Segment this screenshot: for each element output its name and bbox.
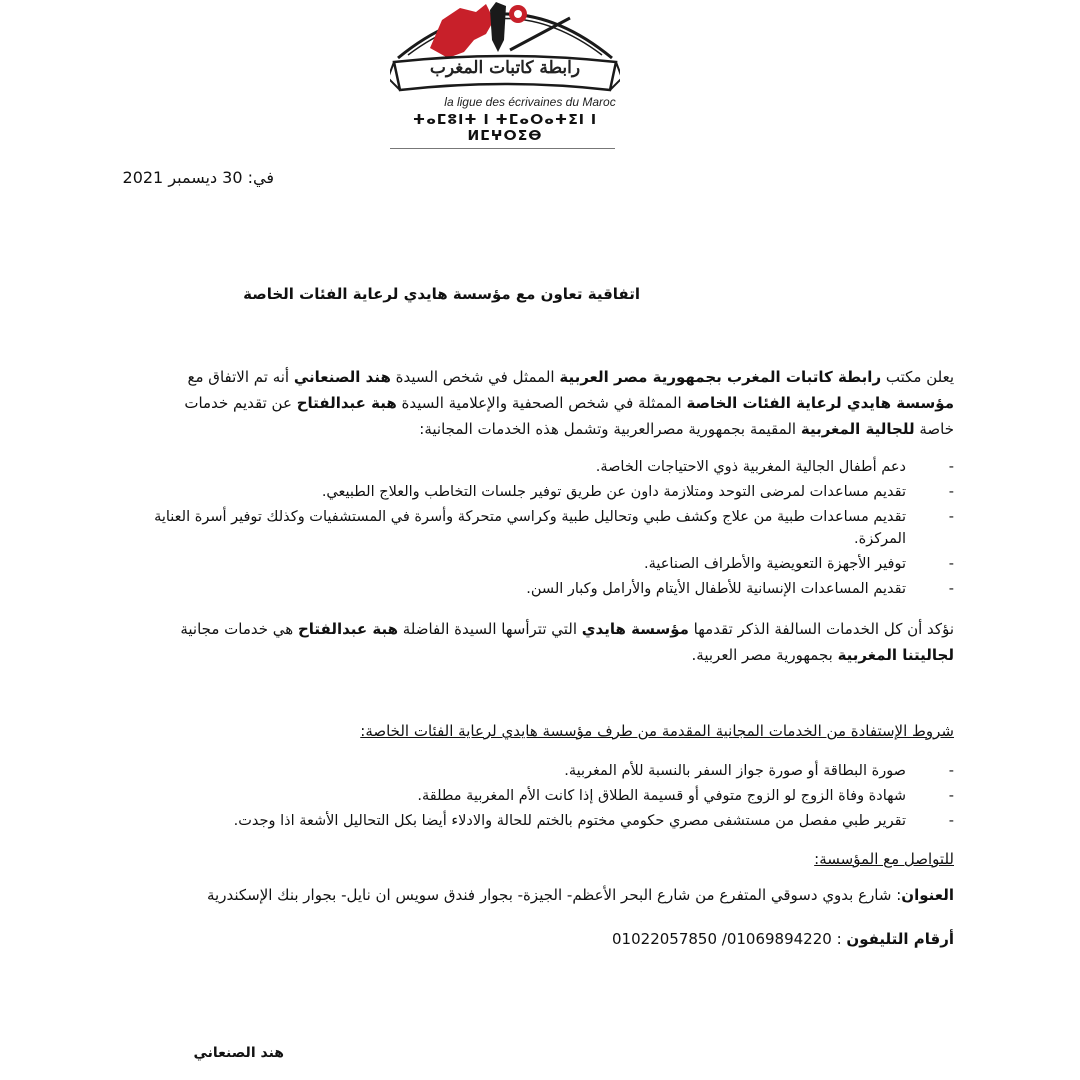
service-text: توفير الأجهزة التعويضية والأطراف الصناعية. xyxy=(643,556,906,572)
condition-text: تقرير طبي مفصل من مستشفى مصري حكومي مختوم بالختم للحالة والادلاء أيضا بكل التحاليل الأشعة اذا وجدت. xyxy=(233,813,906,829)
services-list-container xyxy=(144,456,954,603)
header-divider xyxy=(390,148,615,149)
phones-label: أرقام التليفون xyxy=(846,930,954,948)
intro-bold-foundation: مؤسسة هايدي لرعاية الفئات الخاصة xyxy=(686,394,954,412)
address-value: : شارع بدوي دسوقي المتفرع من شارع البحر الأعظم- الجيزة- بجوار فندق سويس ان نايل- بجوار بنك الإسكندرية xyxy=(206,886,902,904)
service-text: تقديم مساعدات طبية من علاج وكشف طبي وتحاليل طبية وكراسي متحركة وأسرة في المستشفيات وكذلك توفير أسرة العناية المركزة. xyxy=(154,509,906,547)
confirm-bold-community: لجاليتنا المغربية xyxy=(837,646,954,664)
logo-french-text: la ligue des écrivaines du Maroc xyxy=(444,95,616,109)
intro-bold-hind: هند الصنعاني xyxy=(293,368,391,386)
list-item: - توفير الأجهزة التعويضية والأطراف الصناعية. xyxy=(643,556,954,572)
intro-text-6: المقيمة بجمهورية مصرالعربية وتشمل هذه الخدمات المجانية: xyxy=(419,420,801,438)
confirm-text-1: نؤكد أن كل الخدمات السالفة الذكر تقدمها xyxy=(688,620,954,638)
contact-heading: للتواصل مع المؤسسة: xyxy=(814,850,954,868)
service-text: تقديم مساعدات لمرضى التوحد ومتلازمة داون عن طريق توفير جلسات التخاطب والعلاج الطبيعي. xyxy=(321,484,906,500)
intro-text-4: الممثلة في شخص الصحفية والإعلامية السيدة xyxy=(396,394,687,412)
intro-bold-community: للجالية المغربية xyxy=(800,420,915,438)
services-list xyxy=(144,456,954,600)
letter-date: في: 30 ديسمبر 2021 xyxy=(122,168,274,187)
service-text: دعم أطفال الجالية المغربية ذوي الاحتياجات الخاصة. xyxy=(595,459,906,475)
list-item: - تقديم مساعدات لمرضى التوحد ومتلازمة داون عن طريق توفير جلسات التخاطب والعلاج الطبيعي. xyxy=(321,484,954,500)
address-line xyxy=(207,886,954,904)
letter-title: اتفاقية تعاون مع مؤسسة هايدي لرعاية الفئات الخاصة xyxy=(243,285,640,303)
conditions-list xyxy=(144,760,954,832)
list-item: - صورة البطاقة أو صورة جواز السفر بالنسبة للأم المغربية. xyxy=(564,763,954,779)
list-item: - دعم أطفال الجالية المغربية ذوي الاحتياجات الخاصة. xyxy=(595,459,954,475)
league-logo xyxy=(390,0,620,150)
confirm-bold-foundation: مؤسسة هايدي xyxy=(581,620,689,638)
conditions-list-container xyxy=(144,760,954,835)
list-item: - تقديم مساعدات طبية من علاج وكشف طبي وتحاليل طبية وكراسي متحركة وأسرة في المستشفيات وكذلك توفير أسرة العناية المركزة. xyxy=(154,509,954,547)
list-item: - شهادة وفاة الزوج لو الزوج متوفي أو قسيمة الطلاق إذا كانت الأم المغربية مطلقة. xyxy=(417,788,954,804)
intro-text-5: عن تقديم خدمات خاصة xyxy=(184,394,954,438)
confirm-text-4: بجمهورية مصر العربية. xyxy=(691,646,838,664)
confirmation-paragraph xyxy=(164,616,954,668)
confirm-text-2: التي تترأسها السيدة الفاضلة xyxy=(397,620,582,638)
signature-name: هند الصنعاني xyxy=(193,1045,284,1061)
intro-text-2: الممثل في شخص السيدة xyxy=(390,368,560,386)
confirm-text-3: هي خدمات مجانية xyxy=(180,620,298,638)
intro-bold-heba: هبة عبدالفتاح xyxy=(296,394,397,412)
logo-tifinagh-text: ⵜⴰⵎⵓⵏⵜ ⵏ ⵜⵎⴰⵔⴰⵜⵉⵏ ⵏ ⵍⵎⵖⵔⵉⴱ xyxy=(412,112,598,144)
intro-text-3: أنه تم الاتفاق مع xyxy=(187,368,294,386)
phones-value: : 01069894220/ 01022057850 xyxy=(612,930,847,948)
address-label: العنوان xyxy=(901,886,954,904)
phones-line xyxy=(612,930,954,948)
condition-text: شهادة وفاة الزوج لو الزوج متوفي أو قسيمة الطلاق إذا كانت الأم المغربية مطلقة. xyxy=(417,788,906,804)
intro-paragraph xyxy=(164,364,954,442)
condition-text: صورة البطاقة أو صورة جواز السفر بالنسبة للأم المغربية. xyxy=(564,763,906,779)
service-text: تقديم المساعدات الإنسانية للأطفال الأيتام والأرامل وكبار السن. xyxy=(526,581,906,597)
logo-banner-text: رابطة كاتبات المغرب xyxy=(429,58,581,78)
confirm-bold-heba: هبة عبدالفتاح xyxy=(297,620,398,638)
intro-text-1: يعلن مكتب xyxy=(881,368,954,386)
list-item: - تقرير طبي مفصل من مستشفى مصري حكومي مختوم بالختم للحالة والادلاء أيضا بكل التحاليل الأشعة اذا وجدت. xyxy=(233,813,954,829)
list-item: - تقديم المساعدات الإنسانية للأطفال الأيتام والأرامل وكبار السن. xyxy=(526,581,954,597)
intro-bold-league: رابطة كاتبات المغرب بجمهورية مصر العربية xyxy=(559,368,882,386)
conditions-heading: شروط الإستفادة من الخدمات المجانية المقدمة من طرف مؤسسة هايدي لرعاية الفئات الخاصة: xyxy=(360,722,954,740)
